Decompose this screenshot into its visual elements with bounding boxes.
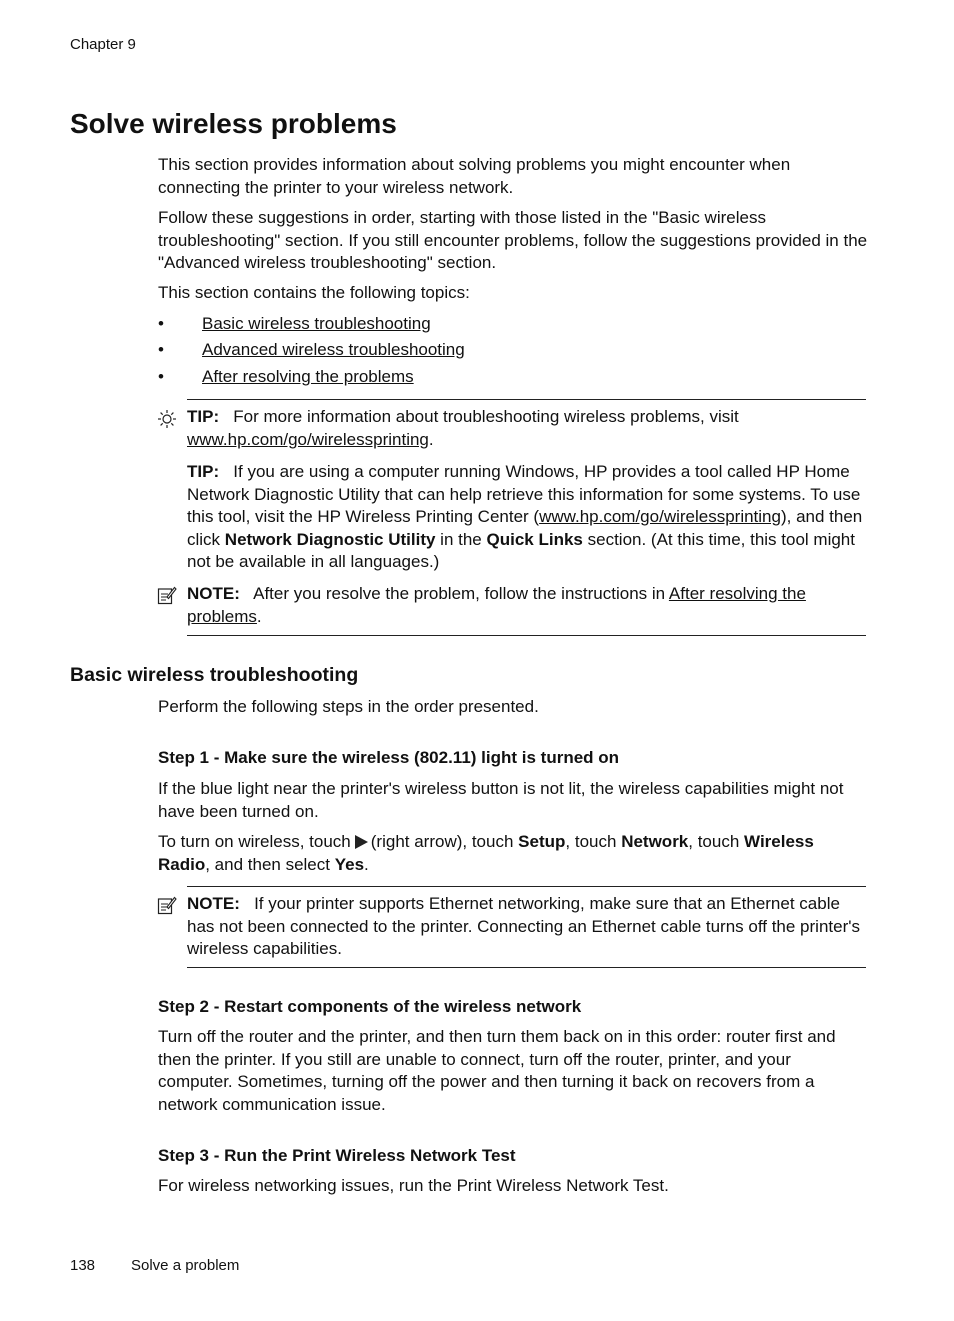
tip-text: section. (At this time, this tool might not be available in all languages.) — [187, 529, 855, 571]
tip-1 — [187, 406, 867, 451]
footer-section: Solve a problem — [131, 1257, 240, 1274]
wireless-printing-center-link[interactable]: www.hp.com/go/wirelessprinting — [539, 507, 781, 526]
bullet: • — [158, 367, 164, 386]
step-3-paragraph: For wireless networking issues, run the Print Wireless Network Test. — [158, 1176, 669, 1195]
network-diagnostic-utility: Network Diagnostic Utility — [224, 529, 436, 549]
step-2-paragraph: Turn off the router and the printer, and then turn them back on in this order: router first and then the printer. If you still are unable to connect, turn off the router, printer, and your computer. Sometimes, turning off the power and then turning it back on recovers from a network communication issue. — [158, 1027, 836, 1114]
step-1-paragraph-1: If the blue light near the printer's wireless button is not lit, the wireless capabilities might not have been turned on. — [158, 779, 844, 821]
note-text: If your printer supports Ethernet networking, make sure that an Ethernet cable has not been connected to the printer. Connecting an Ethernet cable turns off the printer's wireless capabilities. — [187, 894, 860, 958]
tip-2 — [187, 461, 867, 574]
note-2 — [187, 893, 867, 961]
basic-intro: Perform the following steps in the order presented. — [158, 697, 539, 716]
step-text: , touch — [688, 832, 740, 851]
after-resolving-link[interactable]: After resolving the problems — [187, 584, 806, 626]
step-1-heading: Step 1 - Make sure the wireless (802.11) light is turned on — [158, 748, 620, 767]
tip-text: If you are using a computer running Windows, HP provides a tool called HP Home Network Diagnostic Utility that can help retrieve this information for some systems. To use this tool, visit the HP Wireless Printing Center ( — [187, 462, 861, 526]
note-pencil-icon — [157, 585, 177, 605]
network-label: Network — [621, 832, 689, 851]
right-arrow-icon — [355, 835, 368, 849]
note-pencil-icon — [157, 895, 177, 915]
step-text: , and then select — [205, 854, 330, 874]
step-text: (right arrow), touch — [370, 832, 514, 851]
topic-link-after[interactable]: After resolving the problems — [202, 367, 414, 386]
step-text: To turn on wireless, touch — [158, 832, 351, 851]
note-label: NOTE: — [187, 584, 240, 603]
divider — [187, 967, 866, 968]
note-label: NOTE: — [187, 894, 240, 913]
quick-links: Quick Links — [486, 529, 583, 549]
intro-paragraph-1: This section provides information about solving problems you might encounter when connecting the printer to your wireless network. — [158, 155, 791, 197]
note-text: After you resolve the problem, follow the instructions in — [253, 584, 666, 603]
tip-text: ), and then click — [187, 507, 863, 549]
punctuation: . — [256, 606, 262, 626]
tip-label: TIP: — [187, 462, 220, 481]
divider — [187, 886, 866, 887]
punctuation: . — [428, 429, 434, 449]
wireless-radio-label: Wireless Radio — [158, 832, 814, 874]
topic-link-advanced[interactable]: Advanced wireless troubleshooting — [202, 340, 465, 359]
divider — [187, 399, 866, 400]
step-1-paragraph-2 — [158, 831, 870, 876]
page-title: Solve wireless problems — [70, 108, 397, 139]
step-text: , touch — [565, 832, 617, 851]
setup-label: Setup — [518, 832, 566, 851]
section-heading-basic: Basic wireless troubleshooting — [70, 664, 359, 686]
chapter-header: Chapter 9 — [70, 36, 136, 53]
tip-text: For more information about troubleshooting wireless problems, visit — [233, 407, 739, 426]
wireless-printing-link[interactable]: www.hp.com/go/wirelessprinting — [187, 429, 429, 449]
intro-paragraph-2: Follow these suggestions in order, starting with those listed in the "Basic wireless troubleshooting" section. If you still encounter problems, follow the suggestions provided in the "Advanced wireless troubleshooting" section. — [158, 208, 868, 272]
bullet: • — [158, 340, 164, 359]
tip-text: in the — [440, 529, 482, 549]
note-1 — [187, 583, 867, 628]
yes-label: Yes — [334, 854, 365, 874]
topic-link-basic[interactable]: Basic wireless troubleshooting — [202, 314, 431, 333]
page-number: 138 — [70, 1257, 96, 1274]
lightbulb-icon — [157, 409, 177, 429]
punctuation: . — [364, 854, 369, 874]
intro-paragraph-3: This section contains the following topics: — [158, 283, 470, 302]
bullet: • — [158, 314, 164, 333]
step-3-heading: Step 3 - Run the Print Wireless Network Test — [158, 1146, 516, 1165]
tip-label: TIP: — [187, 407, 220, 426]
step-2-heading: Step 2 - Restart components of the wireless network — [158, 997, 582, 1016]
divider — [187, 635, 866, 636]
